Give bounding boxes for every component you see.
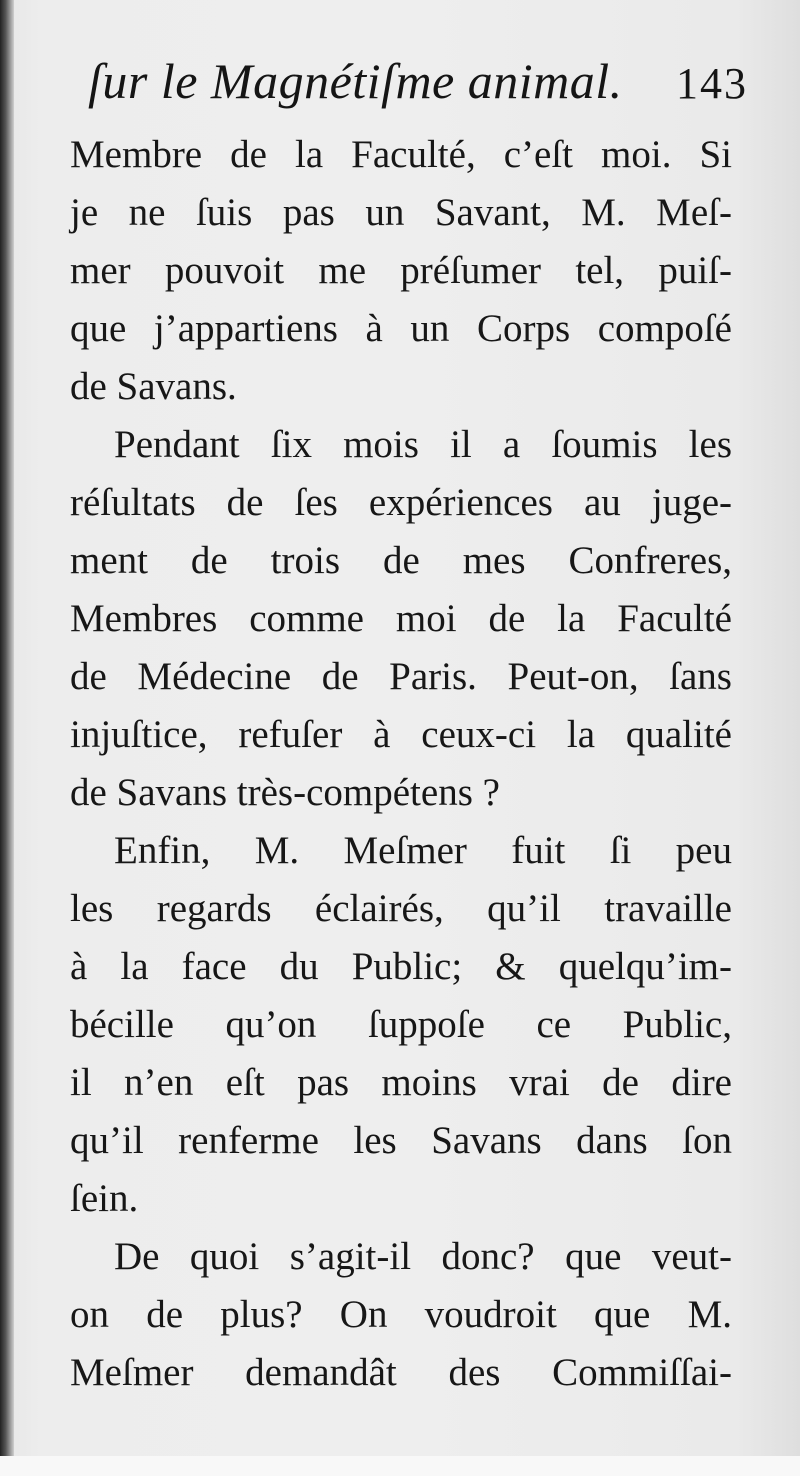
text-line: ſein. (70, 1177, 139, 1220)
page-number: 143 (676, 59, 748, 108)
paragraph-first-line: Enfin, M. Meſmer fuit ſi peu (114, 829, 732, 872)
text-line: de Savans. (70, 365, 237, 408)
text-line: réſultats de ſes expériences au juge- (70, 481, 732, 524)
text-line: de Médecine de Paris. Peut-on, ſans (70, 655, 732, 698)
text-line: de Savans très-compétens ? (70, 771, 500, 814)
text-line: Membre de la Faculté, c’eſt moi. Si (70, 133, 732, 176)
text-line: Membres comme moi de la Faculté (70, 597, 732, 640)
text-line: qu’il renferme les Savans dans ſon (70, 1119, 732, 1162)
paragraph-first-line: De quoi s’agit-il donc? que veut- (114, 1235, 732, 1278)
text-line: injuſtice, refuſer à ceux-ci la qualité (70, 713, 732, 756)
text-line: on de plus? On voudroit que M. (70, 1293, 732, 1336)
running-title: ſur le Magnétiſme animal. (88, 53, 623, 109)
text-line: à la face du Public; & quelqu’im- (70, 945, 732, 988)
text-line: Meſmer demandât des Commiſſai- (70, 1351, 732, 1394)
paragraph-first-line: Pendant ſix mois il a ſoumis les (114, 423, 732, 466)
text-line: les regards éclairés, qu’il travaille (70, 887, 732, 930)
text-line: il n’en eſt pas moins vrai de dire (70, 1061, 732, 1104)
text-line: je ne ſuis pas un Savant, M. Meſ- (70, 191, 732, 234)
text-line: mer pouvoit me préſumer tel, puiſ- (70, 249, 732, 292)
text-line: bécille qu’on ſuppoſe ce Public, (70, 1003, 732, 1046)
page-header (88, 52, 748, 122)
text-line: que j’appartiens à un Corps compoſé (70, 307, 732, 350)
text-line: ment de trois de mes Confreres, (70, 539, 732, 582)
